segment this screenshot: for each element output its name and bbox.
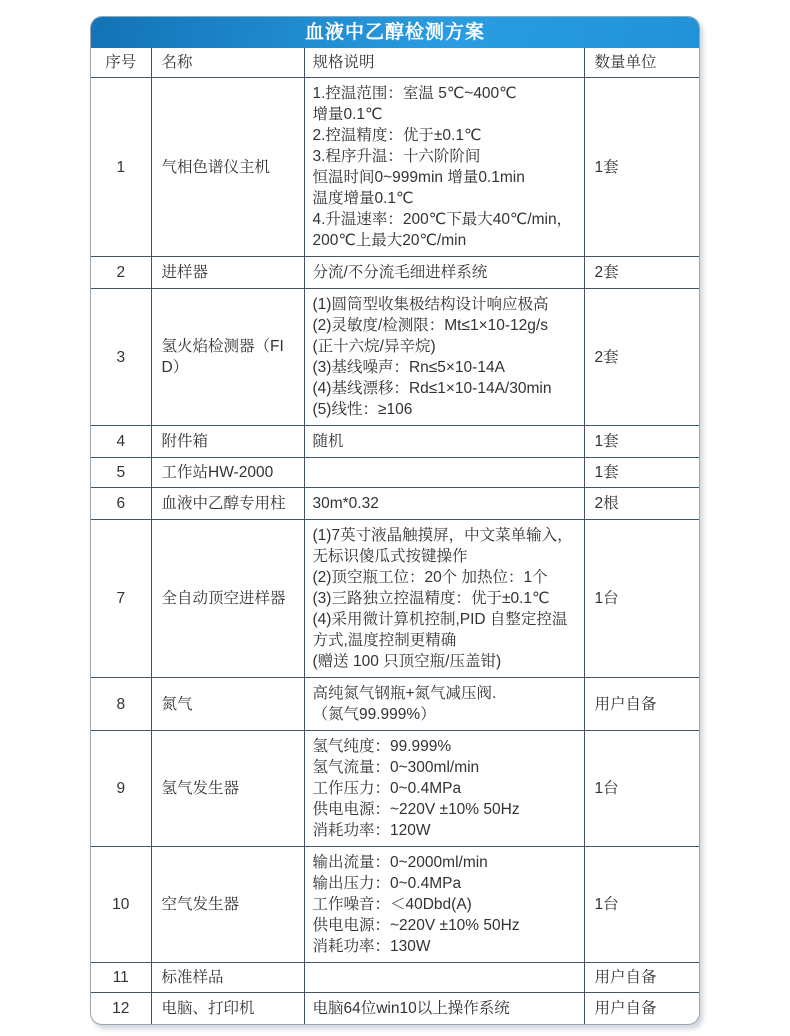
table-row xyxy=(91,488,700,520)
spec-line: 200℃上最大20℃/min xyxy=(312,232,467,249)
row-number: 8 xyxy=(91,678,151,731)
spec-line: (4)采用微计算机控制,PID 自整定控温 xyxy=(312,611,568,628)
spec-line: (正十六烷/异辛烷) xyxy=(312,338,436,355)
item-name: 氮气 xyxy=(151,678,304,731)
item-quantity: 1台 xyxy=(584,520,700,678)
item-name: 附件箱 xyxy=(151,426,304,458)
table-row xyxy=(91,678,700,731)
spec-sheet-card xyxy=(90,16,700,1025)
spec-line: 无标识傻瓜式按键操作 xyxy=(312,548,468,565)
row-number: 2 xyxy=(91,257,151,289)
spec-line: 分流/不分流毛细进样系统 xyxy=(312,264,488,281)
spec-line: 增量0.1℃ xyxy=(312,106,383,123)
item-spec xyxy=(304,963,584,993)
table-row xyxy=(91,78,700,257)
spec-line: 工作压力：0~0.4MPa xyxy=(312,780,462,797)
item-quantity: 2根 xyxy=(584,488,700,520)
item-spec xyxy=(304,847,584,963)
spec-line: (2)顶空瓶工位：20个 加热位：1个 xyxy=(312,569,548,586)
item-name: 氢气发生器 xyxy=(151,731,304,847)
spec-table xyxy=(91,48,700,1024)
column-header-1: 名称 xyxy=(151,48,304,78)
spec-line: 1.控温范围：室温 5℃~400℃ xyxy=(312,85,517,102)
spec-line: 3.程序升温：十六阶阶间 xyxy=(312,148,481,165)
item-name: 标准样品 xyxy=(151,963,304,993)
spec-line: (3)基线噪声：Rn≤5×10-14A xyxy=(312,359,505,376)
table-row xyxy=(91,963,700,993)
spec-line: 2.控温精度：优于±0.1℃ xyxy=(312,127,482,144)
item-name: 全自动顶空进样器 xyxy=(151,520,304,678)
spec-line: 工作噪音：＜40Dbd(A) xyxy=(312,896,472,913)
row-number: 9 xyxy=(91,731,151,847)
spec-line: 电脑64位win10以上操作系统 xyxy=(312,1000,510,1017)
item-spec xyxy=(304,257,584,289)
item-quantity: 用户自备 xyxy=(594,1000,657,1017)
page-title: 血液中乙醇检测方案 xyxy=(91,17,699,48)
item-quantity: 1台 xyxy=(584,731,700,847)
spec-line: 方式,温度控制更精确 xyxy=(312,632,457,649)
spec-line: (4)基线漂移：Rd≤1×10-14A/30min xyxy=(312,380,552,397)
spec-table-body xyxy=(91,78,700,1025)
table-row xyxy=(91,426,700,458)
table-row xyxy=(91,731,700,847)
table-row xyxy=(91,289,700,426)
table-row xyxy=(91,993,700,1025)
row-number: 12 xyxy=(91,993,151,1025)
row-number: 4 xyxy=(91,426,151,458)
item-name: 进样器 xyxy=(151,257,304,289)
spec-line: 输出压力：0~0.4MPa xyxy=(312,875,462,892)
column-header-2: 规格说明 xyxy=(304,48,584,78)
spec-line: (1)7英寸液晶触摸屏，中文菜单输入， xyxy=(312,527,573,544)
table-row xyxy=(91,520,700,678)
column-header-3: 数量单位 xyxy=(584,48,700,78)
row-number: 5 xyxy=(91,458,151,488)
item-spec xyxy=(304,678,584,731)
item-name: 电脑、打印机 xyxy=(151,993,304,1025)
spec-line: 输出流量：0~2000ml/min xyxy=(312,854,488,871)
item-name: 血液中乙醇专用柱 xyxy=(151,488,304,520)
spec-line: (1)圆筒型收集极结构设计响应极高 xyxy=(312,296,549,313)
spec-line: 恒温时间0~999min 增量0.1min xyxy=(312,169,525,186)
item-name: 工作站HW-2000 xyxy=(151,458,304,488)
spec-line: (5)线性：≥106 xyxy=(312,401,413,418)
item-quantity: 1套 xyxy=(584,78,700,257)
spec-line: (赠送 100 只顶空瓶/压盖钳) xyxy=(312,653,502,670)
item-quantity: 2套 xyxy=(584,289,700,426)
row-number: 6 xyxy=(91,488,151,520)
header-row xyxy=(91,48,700,78)
item-quantity: 2套 xyxy=(584,257,700,289)
row-number: 10 xyxy=(91,847,151,963)
item-spec xyxy=(304,993,584,1025)
item-name: 空气发生器 xyxy=(151,847,304,963)
item-spec xyxy=(304,458,584,488)
table-row xyxy=(91,458,700,488)
spec-line: 高纯氮气钢瓶+氮气减压阀. xyxy=(312,685,497,702)
item-quantity: 1套 xyxy=(584,458,700,488)
spec-line: 氢气流量：0~300ml/min xyxy=(312,759,480,776)
table-row xyxy=(91,257,700,289)
row-number: 11 xyxy=(91,963,151,993)
item-spec xyxy=(304,289,584,426)
spec-line: 供电电源：~220V ±10% 50Hz xyxy=(312,917,520,934)
spec-line: 氢气纯度：99.999% xyxy=(312,738,452,755)
spec-line: (3)三路独立控温精度：优于±0.1℃ xyxy=(312,590,550,607)
item-quantity: 用户自备 xyxy=(584,678,700,731)
row-number: 7 xyxy=(91,520,151,678)
item-spec xyxy=(304,731,584,847)
item-quantity: 1台 xyxy=(584,847,700,963)
item-name: 气相色谱仪主机 xyxy=(151,78,304,257)
table-row xyxy=(91,847,700,963)
row-number: 3 xyxy=(91,289,151,426)
spec-line: 消耗功率：120W xyxy=(312,822,431,839)
item-spec xyxy=(304,520,584,678)
spec-line: 温度增量0.1℃ xyxy=(312,190,414,207)
spec-line: (2)灵敏度/检测限：Mt≤1×10-12g/s xyxy=(312,317,548,334)
spec-line: 30m*0.32 xyxy=(312,495,379,512)
item-quantity: 用户自备 xyxy=(584,963,700,993)
spec-line: 供电电源：~220V ±10% 50Hz xyxy=(312,801,520,818)
row-number: 1 xyxy=(91,78,151,257)
item-name: 氢火焰检测器（FID） xyxy=(151,289,304,426)
spec-line: 4.升温速率：200℃下最大40℃/min， xyxy=(312,211,573,228)
column-header-0: 序号 xyxy=(91,48,151,78)
item-spec xyxy=(304,426,584,458)
item-quantity: 1套 xyxy=(584,426,700,458)
spec-line: 消耗功率：130W xyxy=(312,938,431,955)
item-spec xyxy=(304,78,584,257)
spec-line: （氮气99.999%） xyxy=(312,706,436,723)
spec-line: 随机 xyxy=(312,433,344,450)
item-spec xyxy=(304,488,584,520)
